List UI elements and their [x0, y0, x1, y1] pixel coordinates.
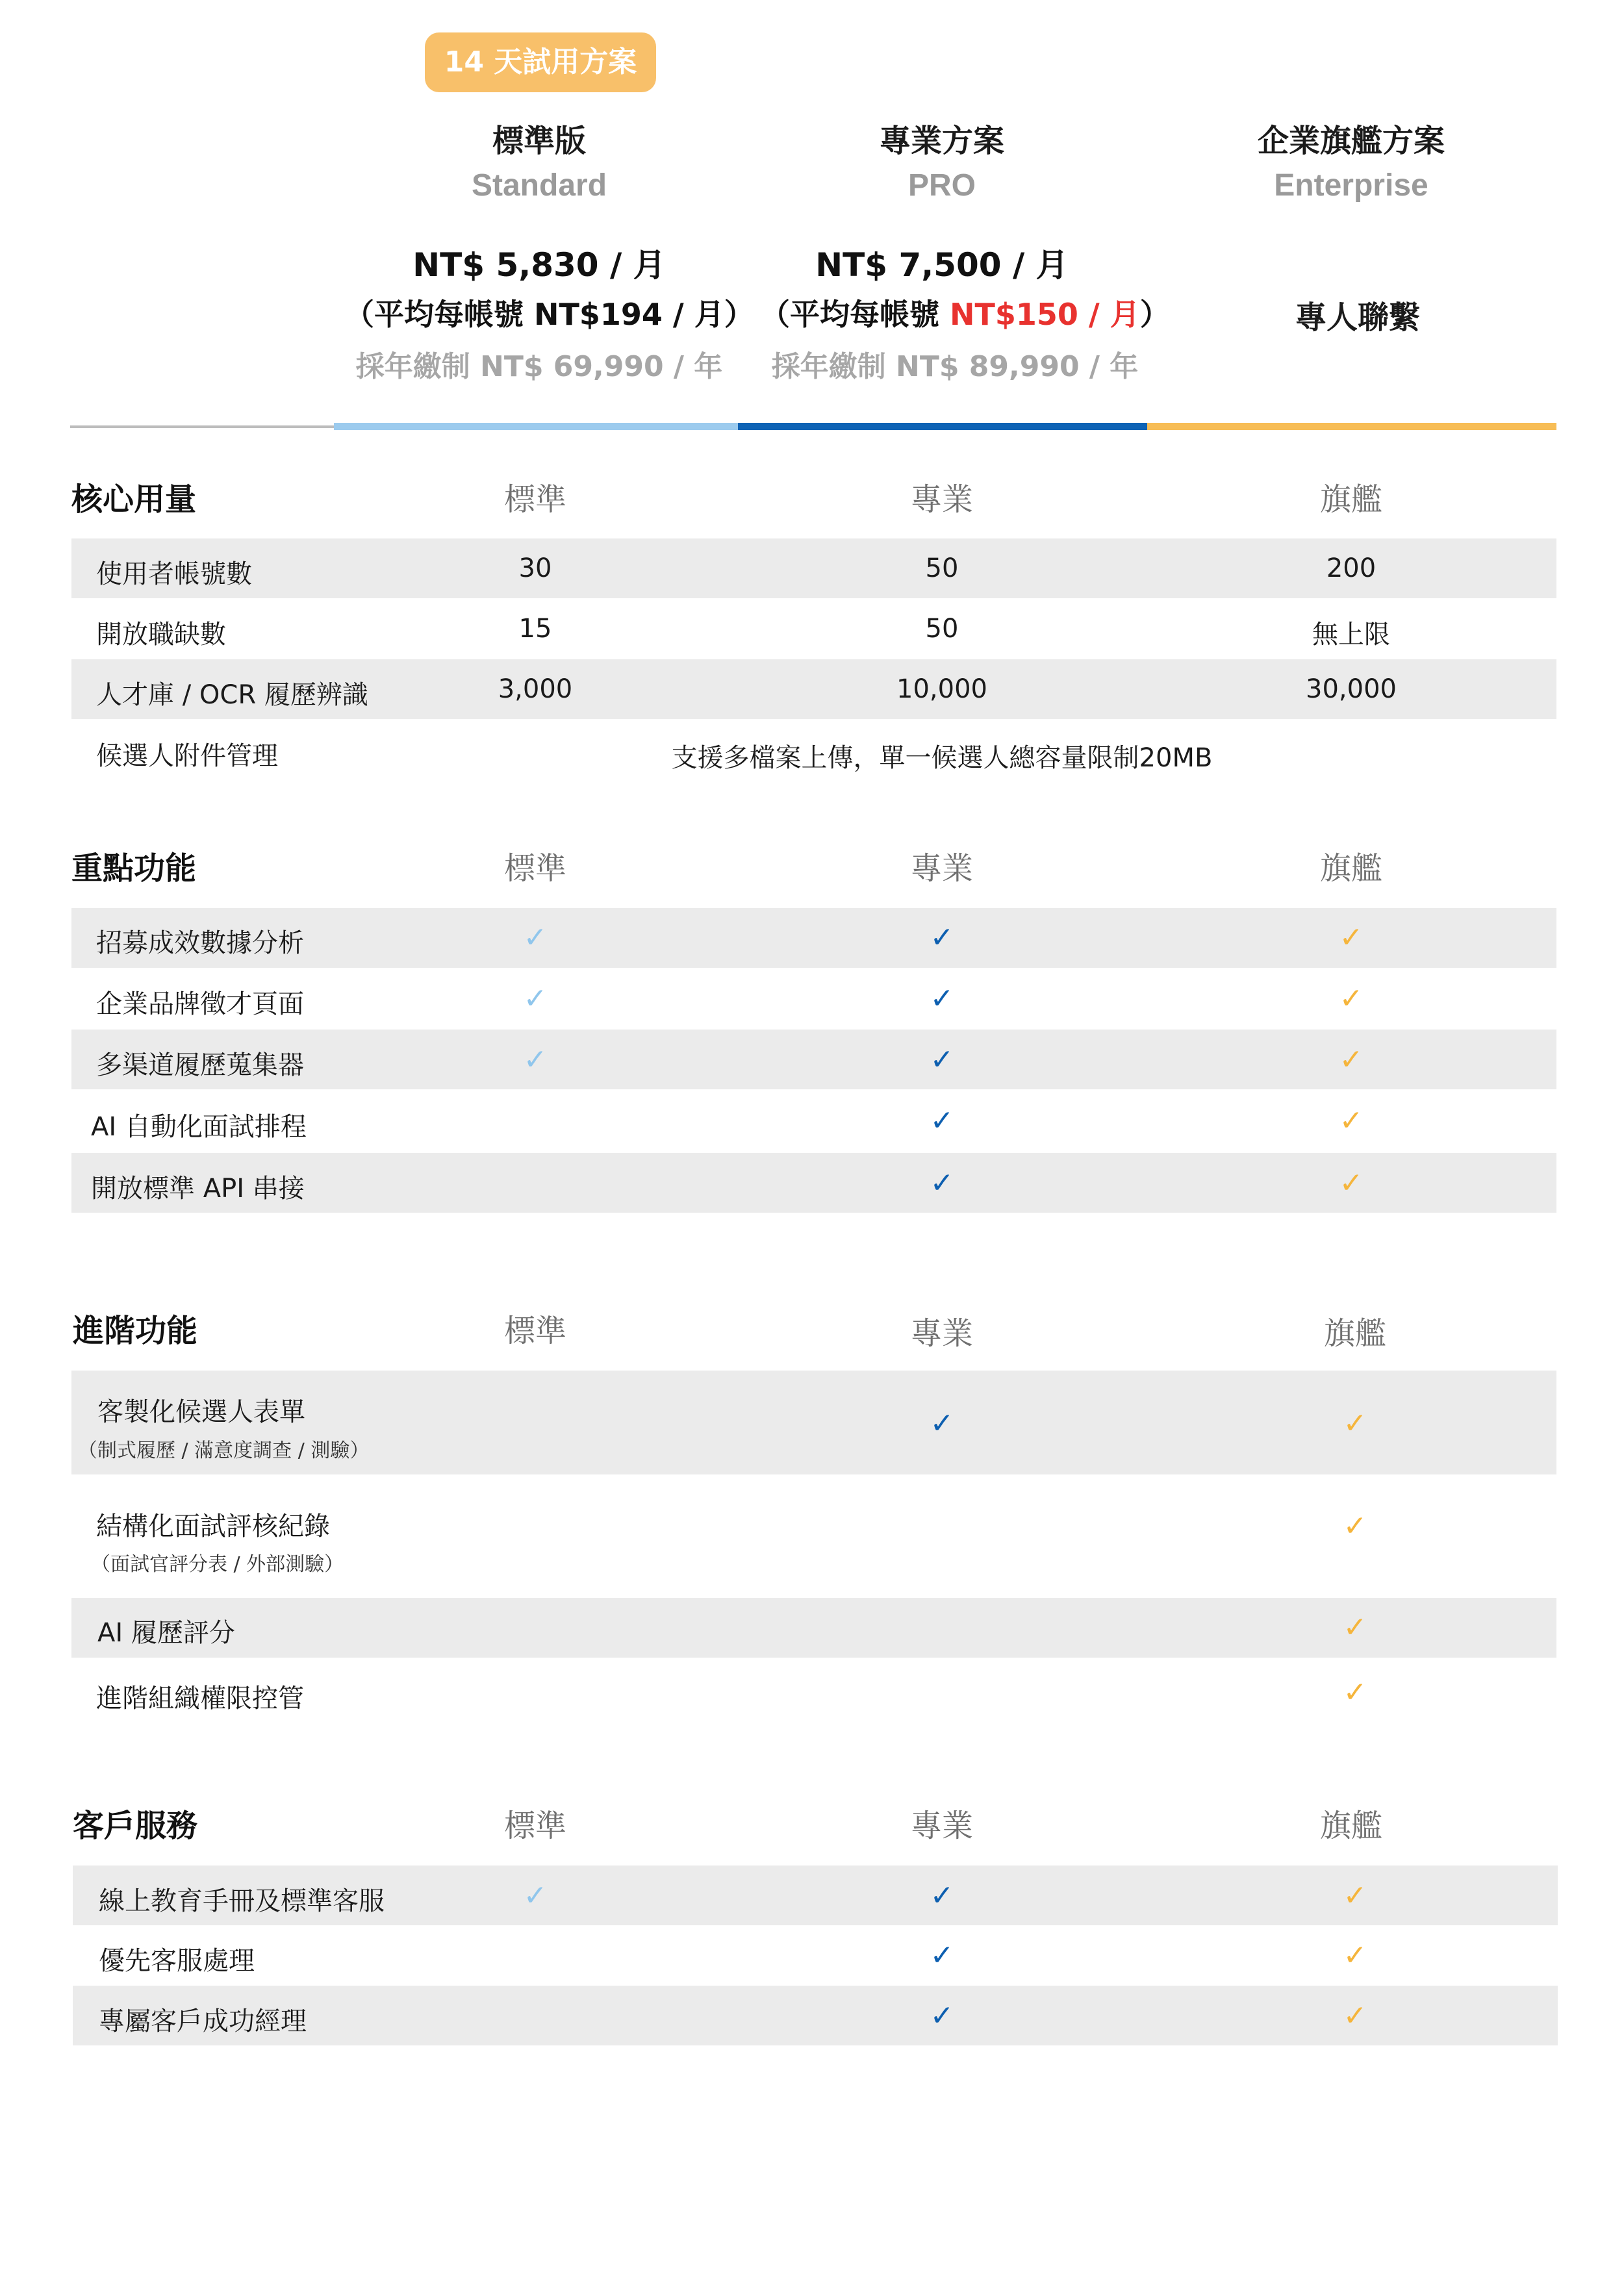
- header-divider-left: [70, 425, 334, 428]
- cell-value: 30: [518, 553, 552, 583]
- check-icon: ✓: [1343, 1676, 1367, 1709]
- check-icon: ✓: [1343, 1999, 1367, 2032]
- trial-badge: 14 天試用方案: [425, 32, 656, 92]
- plan-annual-standard: 採年繳制 NT$ 69,990 / 年: [355, 350, 723, 383]
- col-head-enterprise: 旗艦: [1319, 1808, 1382, 1844]
- check-icon: ✓: [930, 1879, 954, 1912]
- col-head-pro: 專業: [910, 1808, 973, 1844]
- row-label: 進階組織權限控管: [96, 1684, 304, 1714]
- check-icon: ✓: [523, 1879, 548, 1912]
- check-icon: ✓: [1343, 1407, 1367, 1440]
- row-label: 優先客服處理: [99, 1946, 255, 1976]
- col-head-pro: 專業: [910, 1315, 973, 1352]
- cell-value: 30,000: [1306, 674, 1397, 704]
- cell-value: 15: [518, 614, 552, 644]
- check-icon: ✓: [1339, 1043, 1364, 1076]
- row-label: 企業品牌徵才頁面: [96, 989, 304, 1019]
- col-head-pro: 專業: [910, 850, 973, 887]
- check-icon: ✓: [930, 1999, 954, 2032]
- plan-en-pro: PRO: [907, 168, 976, 203]
- header-divider-standard: [334, 423, 738, 430]
- row-sublabel: （制式履歷 / 滿意度調查 / 測驗）: [78, 1439, 370, 1462]
- row-label: 專屬客戶成功經理: [99, 2006, 307, 2036]
- header-divider-pro: [738, 423, 1147, 430]
- check-icon: ✓: [1339, 1104, 1364, 1137]
- check-icon: ✓: [930, 1407, 954, 1440]
- plan-avg-pro: （平均每帳號 NT$150 / 月）: [760, 297, 1170, 332]
- cell-span-value: 支援多檔案上傳，單一候選人總容量限制20MB: [671, 743, 1213, 773]
- row-label: 使用者帳號數: [96, 559, 252, 589]
- cell-value: 200: [1326, 553, 1377, 583]
- section-title-advanced: 進階功能: [73, 1313, 198, 1349]
- col-head-enterprise: 旗艦: [1319, 850, 1382, 887]
- row-label: 開放標準 API 串接: [91, 1174, 305, 1204]
- row-label: 線上教育手冊及標準客服: [99, 1886, 385, 1916]
- check-icon: ✓: [1343, 1879, 1367, 1912]
- check-icon: ✓: [930, 1104, 954, 1137]
- row-label: 招募成效數據分析: [96, 928, 304, 958]
- check-icon: ✓: [1343, 1939, 1367, 1972]
- section-title-core: 核心用量: [71, 481, 197, 518]
- col-head-standard: 標準: [503, 850, 566, 887]
- check-icon: ✓: [1339, 1167, 1364, 1200]
- col-head-standard: 標準: [503, 1313, 566, 1349]
- check-icon: ✓: [1343, 1611, 1367, 1644]
- check-icon: ✓: [930, 921, 954, 954]
- check-icon: ✓: [930, 1167, 954, 1200]
- row-label: 開放職缺數: [96, 620, 226, 650]
- check-icon: ✓: [523, 982, 548, 1015]
- cell-value: 無上限: [1312, 620, 1390, 650]
- plan-name-enterprise: 企業旗艦方案: [1257, 123, 1445, 159]
- col-head-enterprise: 旗艦: [1323, 1315, 1386, 1352]
- check-icon: ✓: [930, 1043, 954, 1076]
- cell-value: 3,000: [498, 674, 573, 704]
- col-head-enterprise: 旗艦: [1319, 481, 1382, 518]
- row-label: AI 履歷評分: [97, 1618, 235, 1648]
- check-icon: ✓: [523, 921, 548, 954]
- row-label: 候選人附件管理: [96, 741, 278, 771]
- check-icon: ✓: [523, 1043, 548, 1076]
- plan-price-pro: NT$ 7,500 / 月: [815, 246, 1069, 284]
- row-label: 客製化候選人表單: [97, 1397, 305, 1427]
- plan-name-pro: 專業方案: [879, 123, 1004, 159]
- row-label: 結構化面試評核紀錄: [96, 1511, 330, 1541]
- plan-en-enterprise: Enterprise: [1274, 168, 1428, 203]
- row-label: 人才庫 / OCR 履歷辨識: [96, 680, 368, 710]
- check-icon: ✓: [930, 1939, 954, 1972]
- section-title-service: 客戶服務: [73, 1808, 198, 1844]
- cell-value: 50: [925, 553, 959, 583]
- plan-avg-standard: （平均每帳號 NT$194 / 月）: [344, 297, 754, 332]
- col-head-pro: 專業: [910, 481, 973, 518]
- plan-price-standard: NT$ 5,830 / 月: [412, 246, 666, 284]
- check-icon: ✓: [930, 982, 954, 1015]
- plan-annual-pro: 採年繳制 NT$ 89,990 / 年: [771, 350, 1139, 383]
- header-divider-enterprise: [1147, 423, 1556, 430]
- check-icon: ✓: [1339, 921, 1364, 954]
- cell-value: 50: [925, 614, 959, 644]
- row-label: AI 自動化面試排程: [91, 1112, 307, 1142]
- section-title-key: 重點功能: [71, 850, 197, 887]
- col-head-standard: 標準: [503, 481, 566, 518]
- plan-contact-enterprise: 專人聯繫: [1295, 299, 1420, 336]
- col-head-standard: 標準: [503, 1808, 566, 1844]
- row-label: 多渠道履歷蒐集器: [96, 1050, 304, 1080]
- check-icon: ✓: [1339, 982, 1364, 1015]
- plan-name-standard: 標準版: [492, 123, 586, 159]
- check-icon: ✓: [1343, 1510, 1367, 1543]
- plan-en-standard: Standard: [471, 168, 607, 203]
- cell-value: 10,000: [896, 674, 987, 704]
- row-sublabel: （面試官評分表 / 外部測驗）: [91, 1553, 344, 1576]
